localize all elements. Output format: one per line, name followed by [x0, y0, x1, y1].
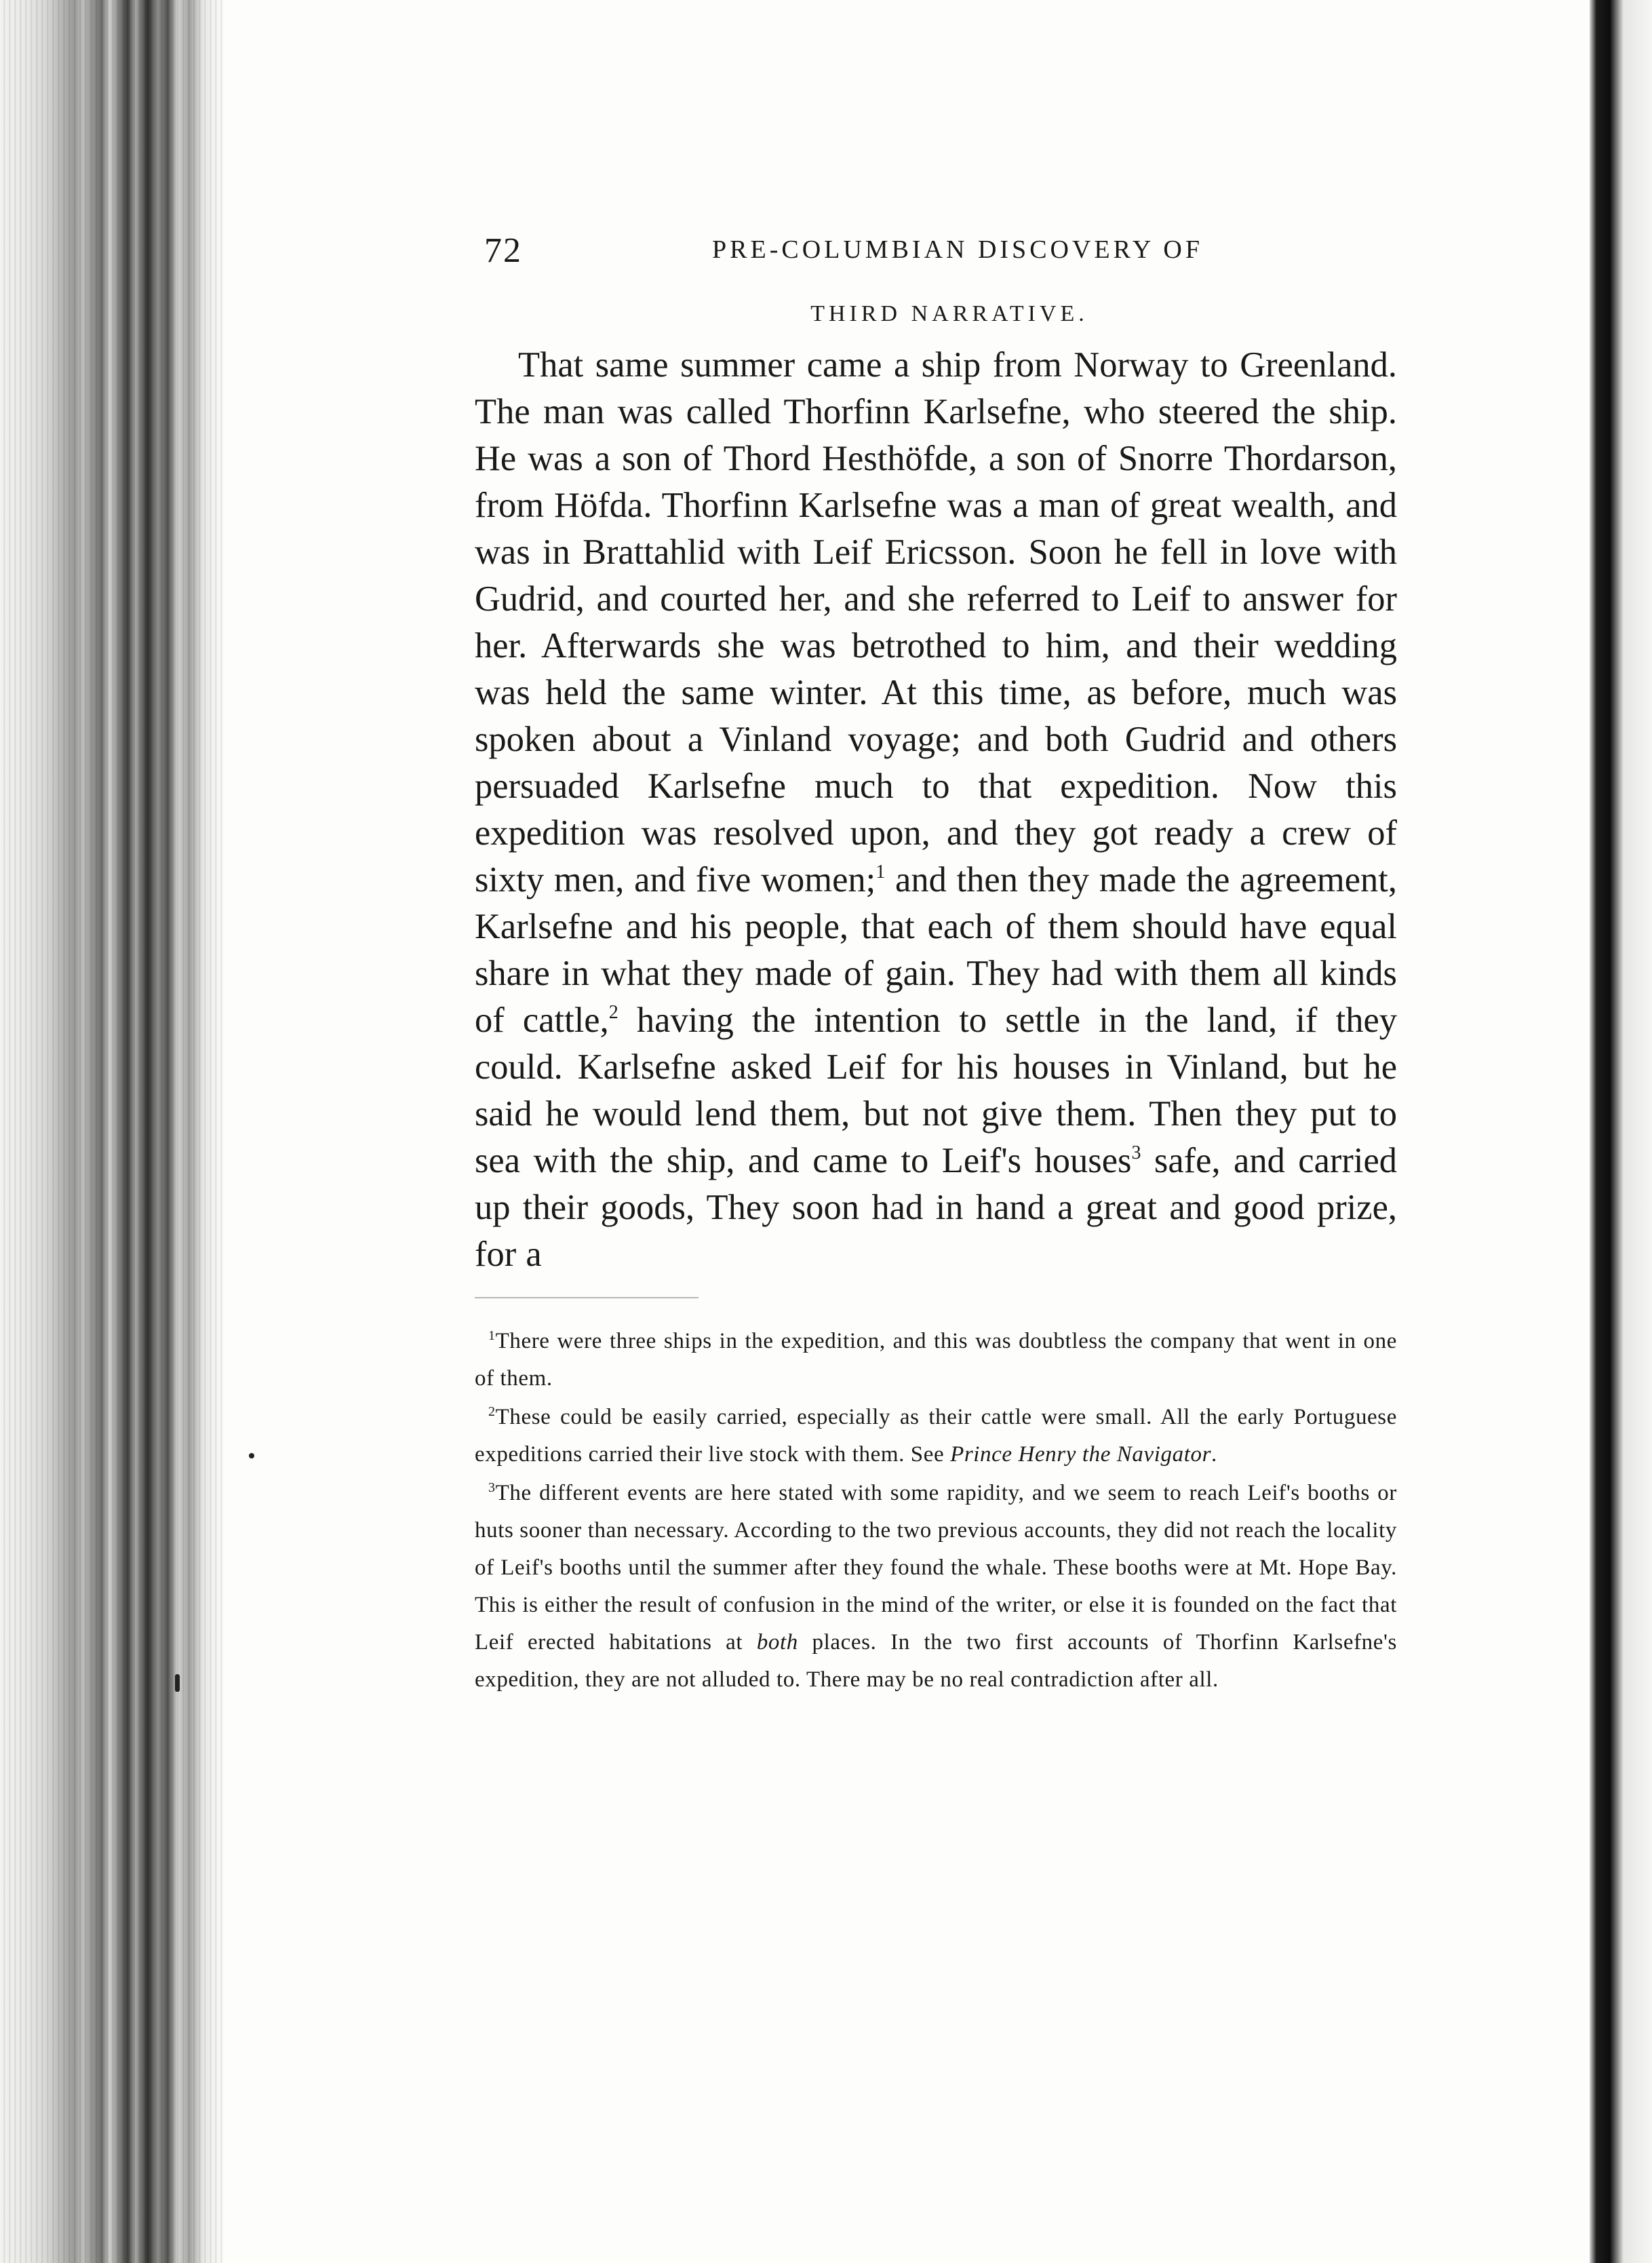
body-text-part: having the intention to settle in the land, if they could. Karlsefne asked Leif for his houses in Vinland, but he said he would lend them, but not give them. Then they put to sea with the ship, and came to Leif's houses [475, 1001, 1397, 1180]
body-text-part: That same summer came a ship from Norway to Greenland. The man was called Thorfinn Karlsefne, who steered the ship. He was a son of Thord Hesthöfde, a son of Snorre Thordarson, from Höfda. Thorfinn Karlsefne was a man of great wealth, and was in Brattahlid with Leif Ericsson. Soon he fell in love with Gudrid, and courted her, and she referred to Leif to answer for her. Afterwards she was betrothed to him, and their wedding was held the same winter. At this time, as before, much was spoken about a Vinland voyage; and both Gudrid and others persuaded Karlsefne much to that expedition. Now this expedition was resolved upon, and they got ready a crew of sixty men, and five women; [475, 345, 1397, 900]
footnote-ref-3: 3 [1131, 1142, 1141, 1163]
footnote-marker: 3 [488, 1480, 496, 1495]
page-right-edge [1590, 0, 1652, 2263]
footnote-2 [475, 1399, 1397, 1473]
footnote-divider [475, 1297, 699, 1298]
running-title: PRE-COLUMBIAN DISCOVERY OF [712, 235, 1203, 264]
footnote-ref-1: 1 [876, 862, 886, 883]
margin-ink-mark [249, 1453, 254, 1458]
emphasis: both [756, 1630, 798, 1655]
footnote-3 [475, 1475, 1397, 1699]
footnote-text: The different events are here stated with some rapidity, and we seem to reach Leif's booths or huts sooner than necessary. According to the two previous accounts, they did not reach the locality of Leif's booths until the summer after they found the whale. These booths were at Mt. Hope Bay. This is either the result of confusion in the mind of the writer, or else it is founded on the fact that Leif erected habitations at [475, 1481, 1397, 1655]
page-content [475, 231, 1397, 1700]
book-title-citation: Prince Henry the Navigator [950, 1442, 1212, 1467]
footnote-text: These could be easily carried, especially as their cattle were small. All the early Portuguese expeditions carried their live stock with them. See [475, 1405, 1397, 1467]
footnote-marker: 1 [488, 1328, 496, 1343]
footnote-text: There were three ships in the expedition, and this was doubtless the company that went in one of them. [475, 1329, 1397, 1391]
footnote-text: places. In the two first accounts of Thorfinn Karlsefne's expedition, they are not alluded to. There may be no real contradiction after all. [475, 1630, 1397, 1692]
footnote-text-end: . [1211, 1442, 1217, 1467]
body-text-part: and then they made the agreement, Karlsefne and his people, that each of them should have equal share in what they made of gain. They had with them all kinds of cattle, [475, 860, 1397, 1040]
margin-ink-mark [175, 1674, 180, 1692]
footnote-marker: 2 [488, 1404, 496, 1419]
running-head [475, 231, 1397, 271]
book-binding-edge [0, 0, 224, 2263]
page-number: 72 [484, 231, 522, 270]
body-text-part: safe, and carried up their goods, They soon had in hand a great and good prize, for a [475, 1141, 1398, 1274]
section-title: THIRD NARRATIVE. [810, 301, 1088, 326]
body-paragraph [475, 342, 1397, 1278]
footnote-ref-2: 2 [608, 1002, 618, 1023]
footnote-1 [475, 1323, 1397, 1397]
